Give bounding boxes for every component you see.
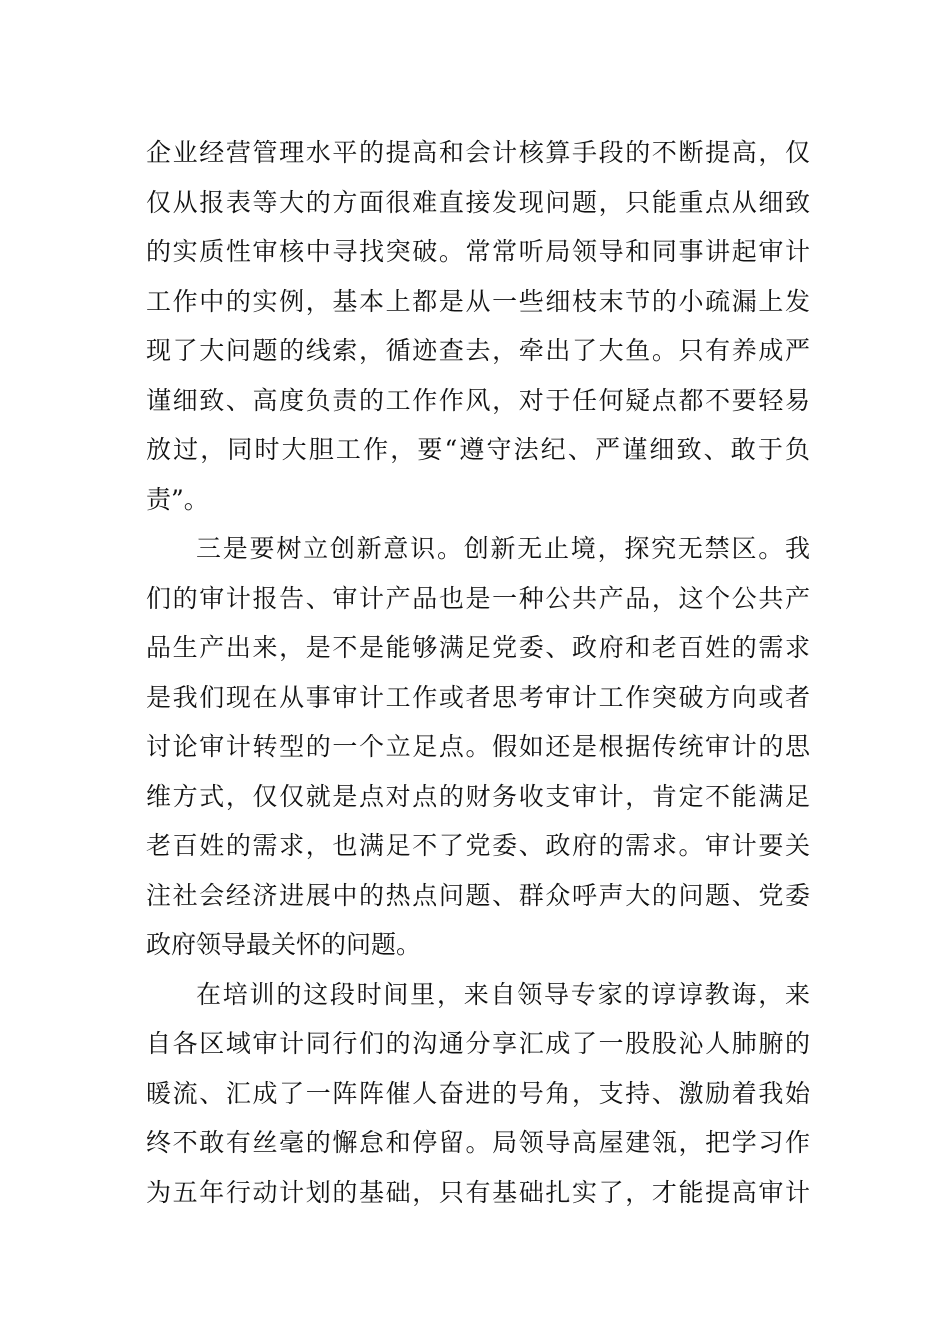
text-line: 老百姓的需求，也满足不了党委、政府的需求。审计要关: [146, 831, 810, 860]
text-line: 品生产出来，是不是能够满足党委、政府和老百姓的需求: [146, 633, 810, 662]
text-line: 自各区域审计同行们的沟通分享汇成了一股股沁人肺腑的: [146, 1029, 810, 1058]
text-line: 们的审计报告、审计产品也是一种公共产品，这个公共产: [146, 583, 810, 613]
text-line: 仅从报表等大的方面很难直接发现问题，只能重点从细致: [146, 187, 810, 217]
text-line: 终不敢有丝毫的懈怠和停留。局领导高屋建瓴，把学习作: [146, 1128, 810, 1157]
text-line: 企业经营管理水平的提高和会计核算手段的不断提高，仅: [146, 138, 810, 167]
text-line: 暖流、汇成了一阵阵催人奋进的号角，支持、激励着我始: [146, 1078, 810, 1108]
text-line: 现了大问题的线索，循迹查去，牵出了大鱼。只有养成严: [146, 336, 810, 365]
text-line: 是我们现在从事审计工作或者思考审计工作突破方向或者: [146, 682, 810, 712]
text-line: 讨论审计转型的一个立足点。假如还是根据传统审计的思: [146, 732, 810, 761]
text-line: 注社会经济进展中的热点问题、群众呼声大的问题、党委: [146, 880, 810, 910]
text-line: 谨细致、高度负责的工作作风，对于任何疑点都不要轻易: [146, 385, 810, 415]
text-line: 三是要树立创新意识。创新无止境，探究无禁区。我: [196, 534, 810, 563]
text-line: 在培训的这段时间里，来自领导专家的谆谆教诲，来: [196, 979, 810, 1009]
document-body: [146, 128, 810, 1217]
text-line: 政府领导最关怀的问题。: [146, 930, 422, 959]
text-line: 放过，同时大胆工作，要“遵守法纪、严谨细致、敢于负: [146, 435, 810, 464]
text-line: 责”。: [146, 484, 209, 514]
text-line: 为五年行动计划的基础，只有基础扎实了，才能提高审计: [146, 1177, 810, 1207]
text-line: 工作中的实例，基本上都是从一些细枝末节的小疏漏上发: [146, 286, 810, 316]
text-line: 的实质性审核中寻找突破。常常听局领导和同事讲起审计: [146, 237, 810, 266]
text-line: 维方式，仅仅就是点对点的财务收支审计，肯定不能满足: [146, 781, 810, 811]
